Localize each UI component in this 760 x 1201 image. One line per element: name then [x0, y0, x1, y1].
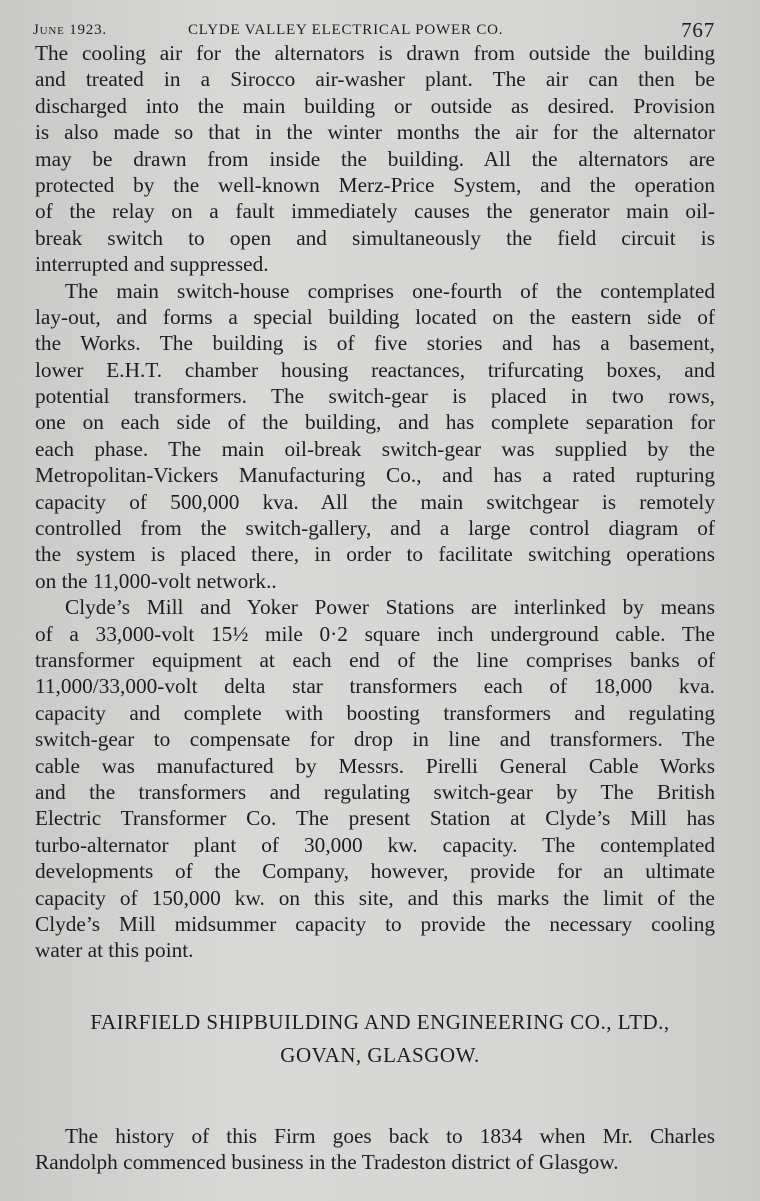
text-line: on the 11,000-volt network..: [35, 568, 277, 593]
header-title: CLYDE VALLEY ELECTRICAL POWER CO.: [188, 22, 504, 38]
text-line: capacity of 500,000 kva. All the main switchgear is remotely: [35, 489, 715, 514]
section-heading: FAIRFIELD SHIPBUILDING AND ENGINEERING CO., LTD.,: [90, 1010, 670, 1034]
text-line: the system is placed there, in order to facilitate switching operations: [35, 542, 715, 567]
text-line: Clyde’s Mill and Yoker Power Stations are interlinked by means: [65, 595, 715, 620]
section-subheading: GOVAN, GLASGOW.: [280, 1043, 480, 1067]
text-line: is also made so that in the winter months the air for the alternator: [35, 120, 715, 145]
text-line: turbo-alternator plant of 30,000 kw. capacity. The contemplated: [35, 832, 715, 857]
text-line: may be drawn from inside the building. All the alternators are: [35, 146, 715, 171]
page-number: 767: [681, 18, 715, 42]
text-line: each phase. The main oil-break switch-gear was supplied by the: [35, 436, 715, 461]
text-line: Clyde’s Mill midsummer capacity to provide the necessary cooling: [35, 911, 715, 936]
text-line: and treated in a Sirocco air-washer plant. The air can then be: [35, 67, 715, 92]
text-line: lay-out, and forms a special building located on the eastern side of: [35, 304, 715, 329]
text-line: potential transformers. The switch-gear is placed in two rows,: [35, 384, 715, 409]
text-line: Electric Transformer Co. The present Station at Clyde’s Mill has: [35, 806, 715, 831]
header-date: June 1923.: [33, 22, 107, 38]
text-line: one on each side of the building, and has complete separation for: [35, 410, 715, 435]
text-line: capacity of 150,000 kw. on this site, and this marks the limit of the: [35, 885, 715, 910]
body-text: [35, 40, 715, 964]
text-line: Randolph commenced business in the Tradeston district of Glasgow.: [35, 1150, 619, 1175]
text-line: capacity and complete with boosting transformers and regulating: [35, 700, 715, 725]
text-line: developments of the Company, however, provide for an ultimate: [35, 859, 715, 884]
text-line: the Works. The building is of five stories and has a basement,: [35, 331, 715, 356]
text-line: water at this point.: [35, 938, 194, 963]
text-line: break switch to open and simultaneously the field circuit is: [35, 225, 715, 250]
paragraph: [35, 278, 715, 595]
text-line: controlled from the switch-gallery, and a large control diagram of: [35, 516, 715, 541]
text-line: interrupted and suppressed.: [35, 252, 269, 277]
text-line: switch-gear to compensate for drop in line and transformers. The: [35, 727, 715, 752]
text-line: of the relay on a fault immediately causes the generator main oil-: [35, 199, 715, 224]
text-line: Metropolitan-Vickers Manufacturing Co., and has a rated rupturing: [35, 463, 715, 488]
text-line: The cooling air for the alternators is drawn from outside the building: [35, 41, 715, 65]
text-line: of a 33,000-volt 15½ mile 0·2 square inch underground cable. The: [35, 621, 715, 646]
paragraph: [35, 594, 715, 963]
text-line: and the transformers and regulating switch-gear by The British: [35, 779, 715, 804]
text-line: cable was manufactured by Messrs. Pirelli General Cable Works: [35, 753, 715, 778]
text-line: The history of this Firm goes back to 1834 when Mr. Charles: [65, 1124, 715, 1148]
text-line: protected by the well-known Merz-Price System, and the operation: [35, 172, 715, 197]
text-line: transformer equipment at each end of the line comprises banks of: [35, 647, 715, 672]
text-line: 11,000/33,000-volt delta star transformers each of 18,000 kva.: [35, 674, 715, 699]
text-line: The main switch-house comprises one-fourth of the contemplated: [65, 278, 715, 303]
paragraph: [35, 40, 715, 278]
section-body-text: [35, 1123, 715, 1176]
text-line: lower E.H.T. chamber housing reactances, trifurcating boxes, and: [35, 357, 715, 382]
text-line: discharged into the main building or outside as desired. Provision: [35, 93, 715, 118]
